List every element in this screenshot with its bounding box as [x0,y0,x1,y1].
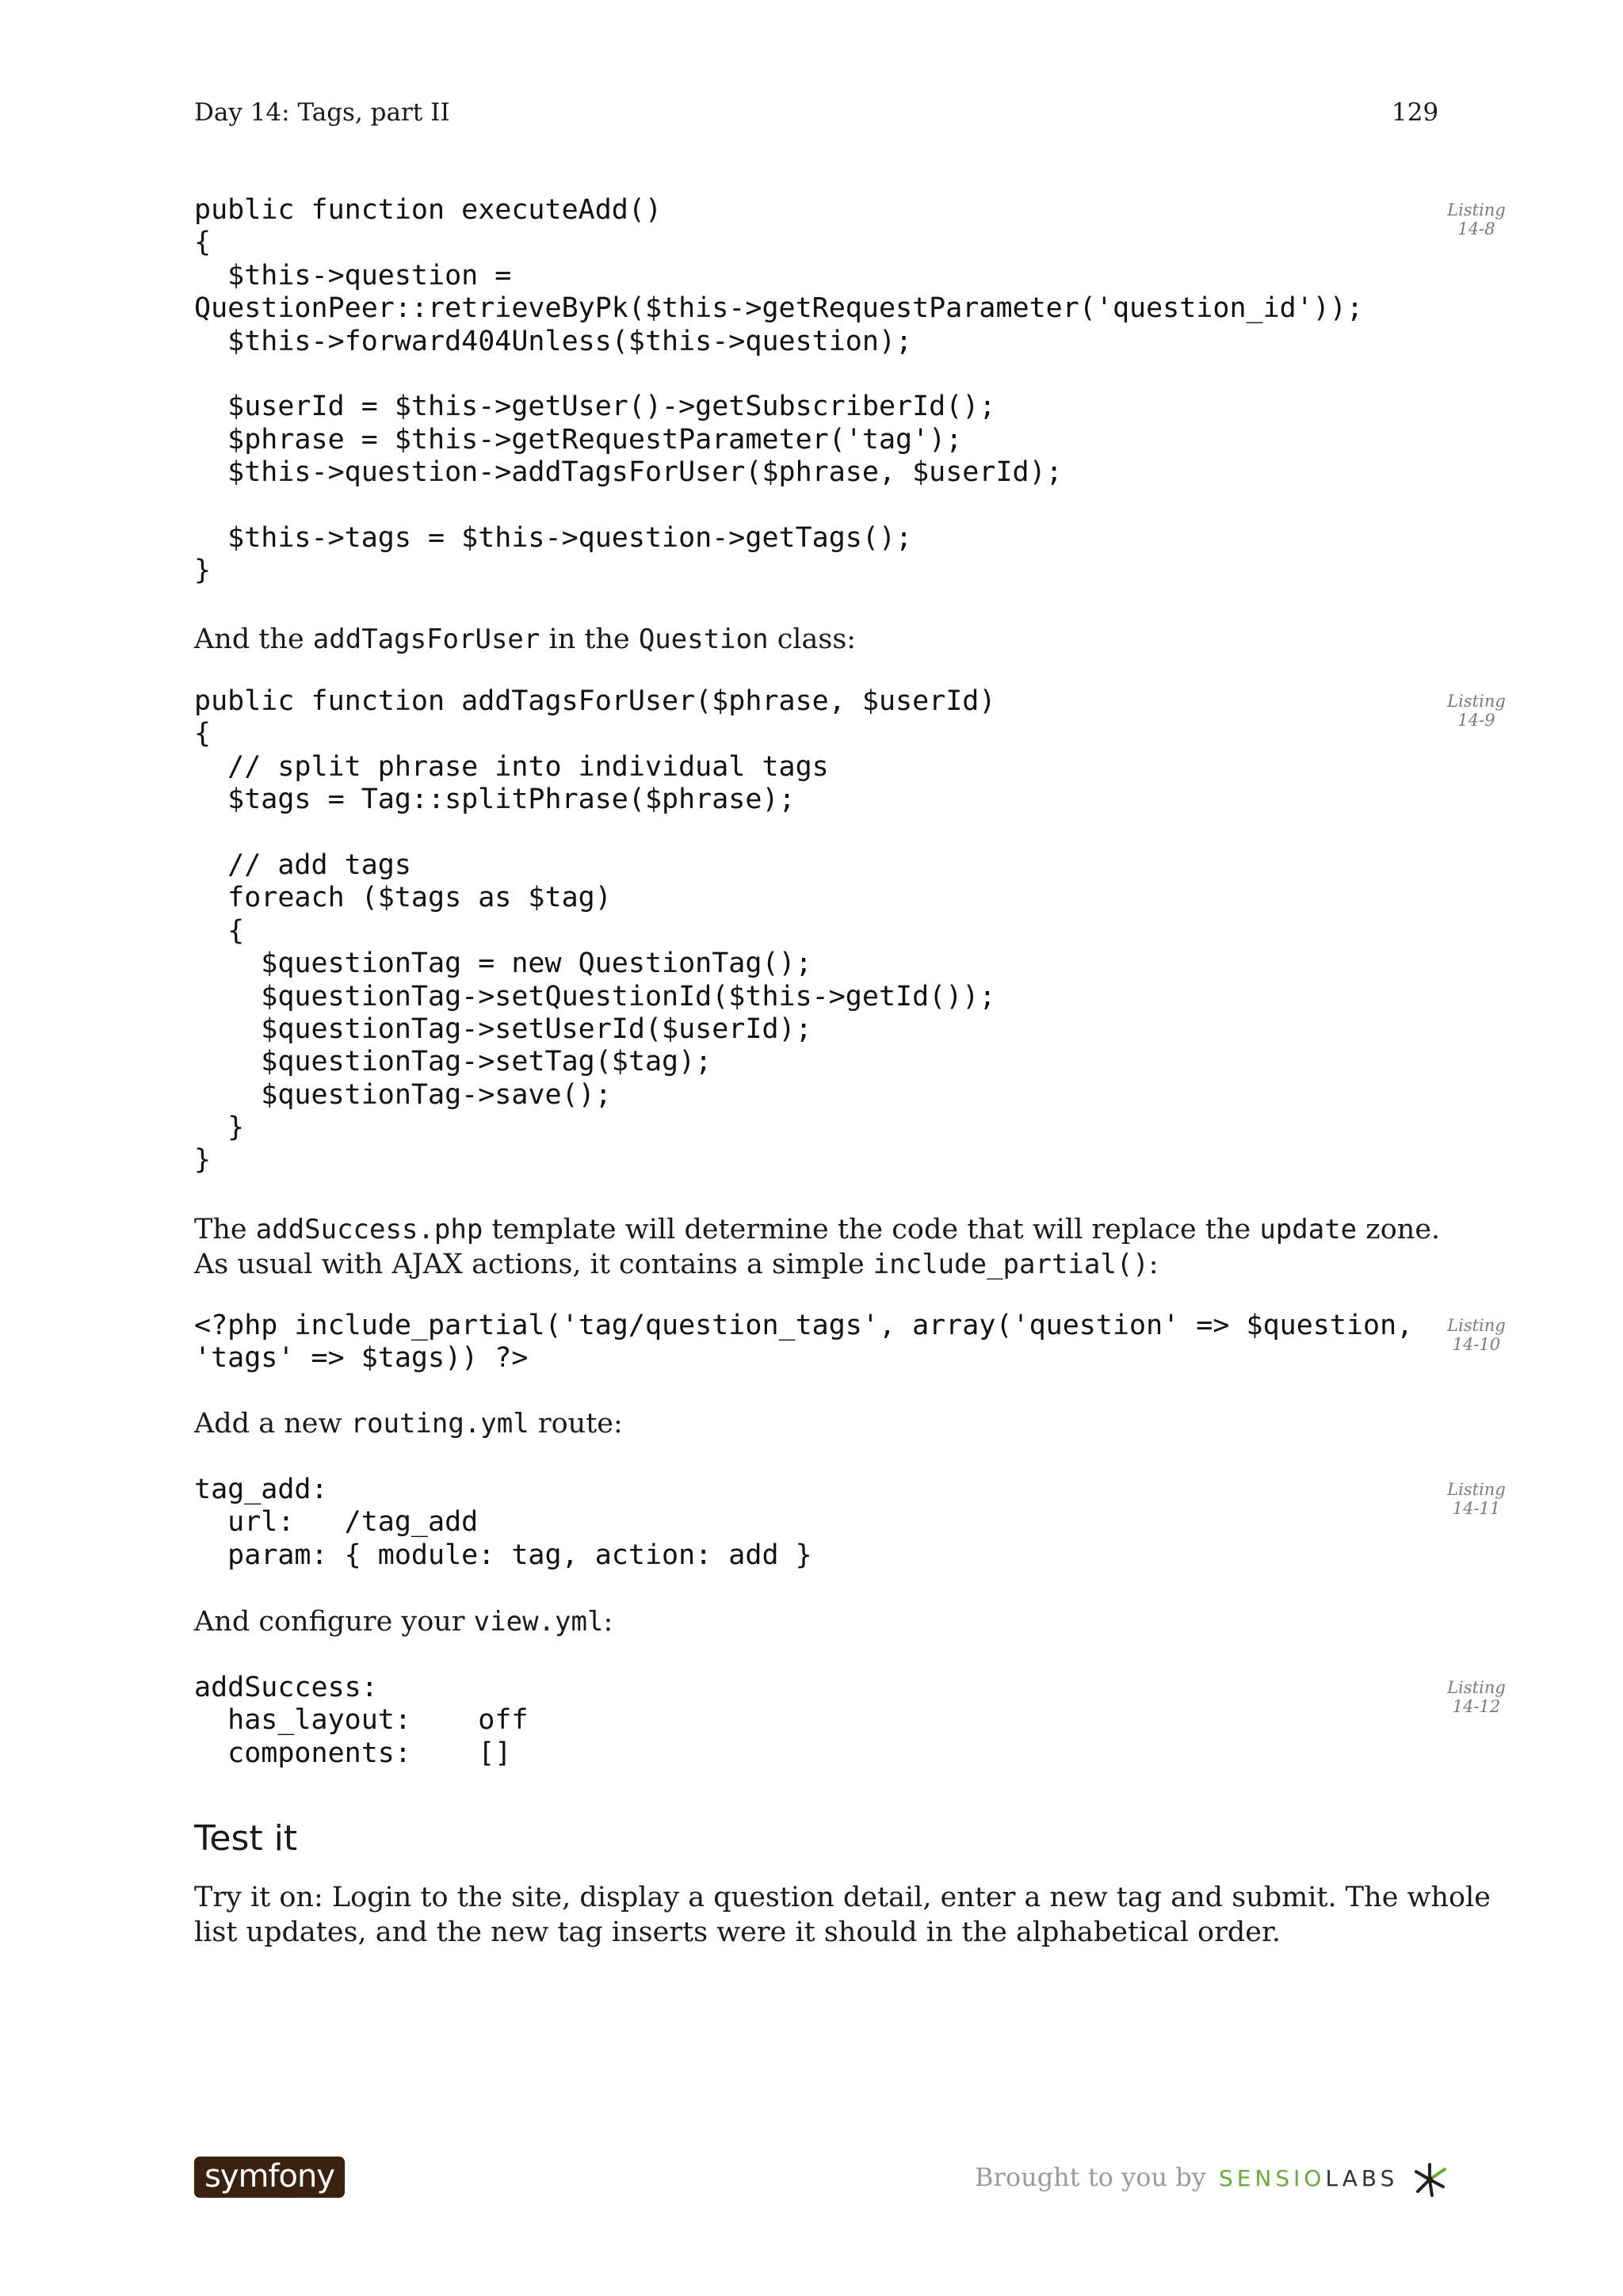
code-line: } [194,555,212,587]
listing-label-14-12: Listing 14-12 [1447,1678,1506,1716]
code-listing-14-8 [194,194,1363,588]
code-line: } [194,1112,245,1144]
code-line: public function executeAdd() [194,194,663,226]
code-line: public function addTagsForUser($phrase, $userId) [194,685,996,717]
code-line: { [194,718,212,750]
code-line: $phrase = $this->getRequestParameter('tag'); [194,423,963,456]
code-line [194,817,995,849]
code-line: url: /tag_add [194,1506,479,1539]
listing-label-14-8: Listing 14-8 [1447,200,1506,238]
code-line: tag_add: [194,1474,328,1505]
code-line: $this->question = [194,259,512,292]
code-line: QuestionPeer::retrieveByPk($this->getRequestParameter('question_id')); [194,292,1364,325]
code-line: $questionTag->save(); [194,1078,612,1111]
code-listing-14-12 [194,1672,528,1770]
code-line: $tags = Tag::splitPhrase($phrase); [194,784,796,816]
code-line: } [194,1144,212,1177]
section-heading-test-it: Test it [194,1818,298,1859]
code-line: $this->tags = $this->question->getTags(); [194,521,913,554]
code-line: // split phrase into individual tags [194,750,829,783]
code-line: // add tags [194,849,411,881]
sensiolabs-wordmark: SENSIOLABS [1218,2165,1399,2191]
code-line: $questionTag->setQuestionId($this->getId()); [194,980,996,1013]
code-line: $questionTag->setTag($tag); [194,1046,712,1078]
code-line: { [194,914,245,947]
code-line: <?php include_partial('tag/question_tags', array('question' => $question, [194,1310,1414,1341]
code-listing-14-9 [194,685,995,1177]
sensiolabs-logo-icon [1410,2160,1449,2199]
code-line: param: { module: tag, action: add } [194,1539,812,1571]
code-line [194,490,1363,522]
code-line: addSuccess: [194,1672,378,1703]
listing-label-14-9: Listing 14-9 [1447,692,1506,730]
code-line: components: [] [194,1737,512,1769]
code-line: $this->forward404Unless($this->question); [194,325,913,357]
code-line: has_layout: off [194,1704,529,1737]
paragraph-addtagsforuser: And the addTagsForUser in the Question class: [194,624,857,655]
code-line: 'tags' => $tags)) ?> [194,1342,529,1375]
code-line: $this->question->addTagsForUser($phrase, $userId); [194,456,1063,489]
code-line [194,358,1363,391]
page-number: 129 [1392,98,1439,127]
paragraph-try-it: Try it on: Login to the site, display a question detail, enter a new tag and submit. The whole list updates, and the new tag inserts were it should in the alphabetical order. [194,1882,1491,1948]
listing-label-14-11: Listing 14-11 [1447,1480,1506,1518]
paragraph-routing: Add a new routing.yml route: [194,1408,623,1440]
code-line: $questionTag->setUserId($userId); [194,1013,812,1045]
code-line: $userId = $this->getUser()->getSubscriberId(); [194,391,996,423]
credit-text: Brought to you by [975,2162,1206,2192]
running-header-chapter: Day 14: Tags, part II [194,98,450,127]
footer-credit [975,2157,1449,2198]
listing-label-14-10: Listing 14-10 [1447,1316,1506,1354]
paragraph-addsuccess: The addSuccess.php template will determine the code that will replace the update zone. As usual with AJAX actions, it contains a simple include_partial(): [194,1214,1441,1280]
code-line: foreach ($tags as $tag) [194,882,612,914]
code-listing-14-10 [194,1310,1413,1375]
code-line: { [194,227,212,259]
code-listing-14-11 [194,1474,812,1572]
symfony-logo: symfony [194,2157,345,2198]
paragraph-view-yml: And configure your view.yml: [194,1606,613,1638]
code-line: $questionTag = new QuestionTag(); [194,948,812,980]
